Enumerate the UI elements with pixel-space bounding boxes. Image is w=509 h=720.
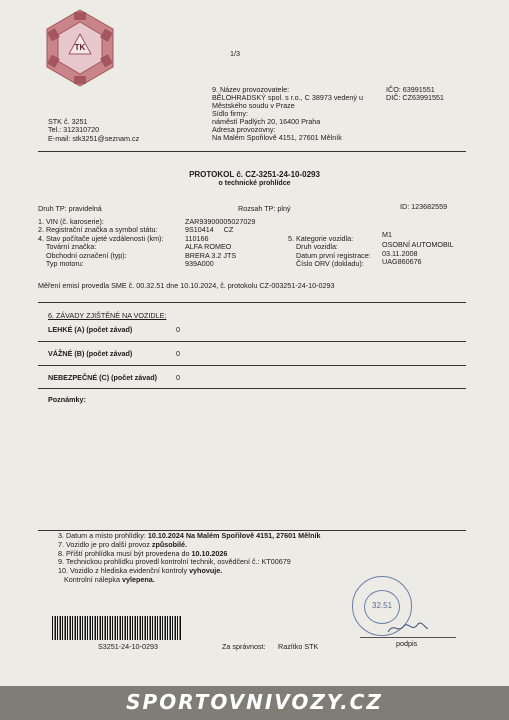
roadworthy-line: 7. Vozidlo je pro další provoz způsobilé. (58, 540, 188, 549)
divider (38, 365, 466, 366)
notes-label: Poznámky: (48, 395, 86, 404)
divider (38, 151, 466, 152)
vehicle-right-label-2: Datum první registrace: (288, 251, 371, 260)
stamp-number: 32.51 (372, 601, 393, 610)
provider-line-5: Adresa provozovny: (212, 125, 276, 134)
provider-line-3: Sídlo firmy: (212, 109, 248, 118)
vehicle-right-value-1: OSOBNÍ AUTOMOBIL (382, 240, 454, 249)
watermark-text: SPORTOVNIVOZY.CZ (126, 690, 383, 714)
stk-email: E-mail: stk3251@seznam.cz (48, 134, 140, 143)
protocol-title: PROTOKOL č. CZ-3251-24-10-0293 (189, 170, 320, 179)
vehicle-label-0: 1. VIN (č. karoserie): (38, 217, 104, 226)
provider-line-4: náměstí Padlých 20, 16400 Praha (212, 117, 321, 126)
vehicle-label-4: Obchodní označení (typ): (38, 251, 127, 260)
stamp-label: Razítko STK (278, 642, 319, 651)
vehicle-label-3: Tovární značka: (38, 242, 97, 251)
provider-line-0: 9. Název provozovatele: (212, 85, 290, 94)
vehicle-label-1: 2. Registrační značka a symbol státu: (38, 225, 158, 234)
vehicle-value-1: 9S10414 CZ (185, 225, 234, 234)
vehicle-label-2: 4. Stav počítače ujeté vzdálenosti (km): (38, 234, 164, 243)
stk-logo-icon (40, 8, 120, 88)
sticker-line: Kontrolní nálepka vylepena. (64, 575, 155, 584)
defect-count-light: 0 (176, 325, 180, 334)
barcode-icon (52, 616, 182, 640)
provider-line-1: BĚLOHRADSKÝ spol. s r.o., C 38973 vedený u (212, 93, 364, 102)
vehicle-value-2: 110166 (185, 234, 209, 243)
ico-number: IČO: 63991551 (386, 85, 435, 94)
vehicle-value-4: BRERA 3.2 JTS (185, 251, 237, 260)
signature-line (360, 637, 456, 638)
barcode-text: S3251-24-10-0293 (98, 642, 158, 651)
inspection-scope: Rozsah TP: plný (238, 204, 291, 213)
divider (38, 302, 466, 303)
stk-number: STK č. 3251 (48, 117, 88, 126)
divider (38, 388, 466, 389)
protocol-subtitle: o technické prohlídce (218, 180, 291, 187)
inspection-id: ID: 123682559 (400, 202, 448, 211)
defects-heading: 6. ZÁVADY ZJIŠTĚNÉ NA VOZIDLE: (48, 311, 167, 320)
inspection-type: Druh TP: pravidelná (38, 204, 102, 213)
technician-line: 9. Technickou prohlídku provedl kontrolní technik, osvědčení č.: KT00679 (58, 557, 291, 566)
vehicle-right-value-3: UAG860676 (382, 257, 422, 266)
signature-label: podpis (396, 639, 418, 648)
inspection-date-line: 3. Datum a místo prohlídky: 10.10.2024 Na Malém Spořilově 4151, 27601 Mělník (58, 531, 321, 540)
logo-text: TK (74, 43, 86, 52)
registry-check-line: 10. Vozidlo z hlediska evidenční kontroly vyhovuje. (58, 566, 223, 575)
vehicle-right-label-3: Číslo ORV (dokladu): (288, 259, 364, 268)
emission-line: Měření emisí provedla SME č. 00.32.51 dne 10.10.2024, č. protokolu CZ-003251-24-10-0293 (38, 281, 335, 290)
next-inspection-line: 8. Příští prohlídka musí být provedena do 10.10.2026 (58, 549, 228, 558)
defect-count-dangerous: 0 (176, 373, 180, 382)
vehicle-value-3: ALFA ROMEO (185, 242, 232, 251)
vehicle-right-value-2: 03.11.2008 (382, 249, 418, 258)
divider (38, 341, 466, 342)
page-number: 1/3 (230, 49, 240, 58)
signature-icon (386, 618, 430, 636)
vehicle-right-label-1: Druh vozidla: (288, 242, 338, 251)
vehicle-right-label-0: 5. Kategorie vozidla: (288, 234, 354, 243)
stk-phone: Tel.: 312310720 (48, 125, 100, 134)
defect-label-light: LEHKÉ (A) (počet závad) (48, 325, 133, 334)
provider-line-2: Městského soudu v Praze (212, 101, 295, 110)
provider-line-6: Na Malém Spořilově 4151, 27601 Mělník (212, 133, 342, 142)
vehicle-value-5: 939A000 (185, 259, 214, 268)
vehicle-value-0: ZAR93900005027029 (185, 217, 256, 226)
defect-label-dangerous: NEBEZPEČNÉ (C) (počet závad) (48, 373, 158, 382)
vehicle-label-5: Typ motoru: (38, 259, 84, 268)
defect-count-serious: 0 (176, 349, 180, 358)
defect-label-serious: VÁŽNÉ (B) (počet závad) (48, 349, 133, 358)
za-spravnost-label: Za správnost: (222, 642, 266, 651)
vehicle-right-value-0: M1 (382, 230, 392, 239)
dic-number: DIČ: CZ63991551 (386, 93, 444, 102)
